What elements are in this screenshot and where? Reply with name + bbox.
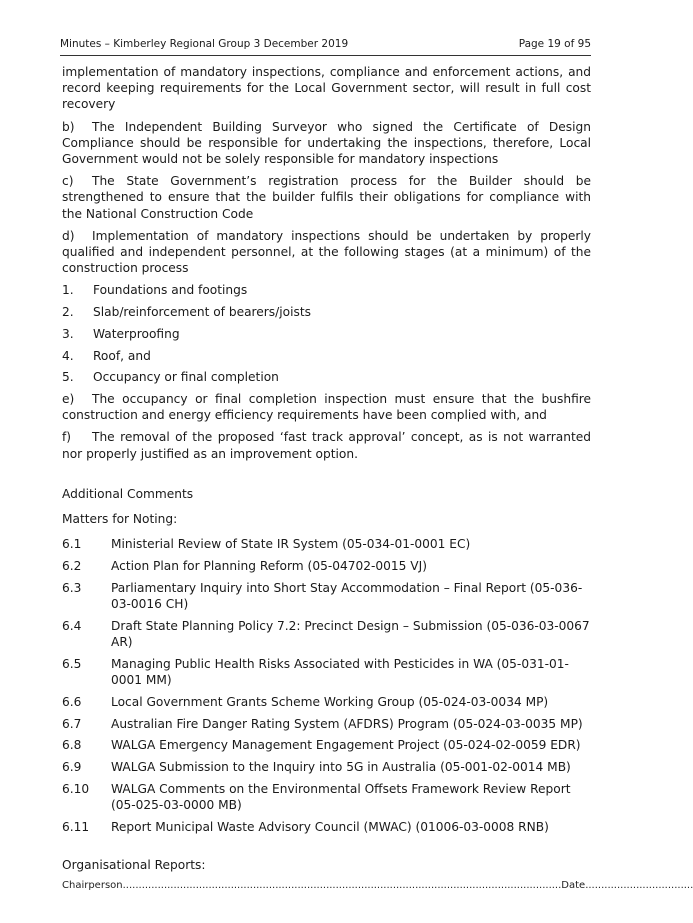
list-item <box>62 326 591 342</box>
matter-item <box>62 694 591 710</box>
list-item <box>62 282 591 298</box>
chairperson-signature-line: .......................................................................................................................................... <box>122 880 562 891</box>
matter-number: 6.5 <box>62 656 82 671</box>
paragraph-c <box>62 173 591 222</box>
list-text: Waterproofing <box>93 326 180 341</box>
paragraph-text: The removal of the proposed ‘fast track approval’ concept, as is not warranted nor properly justified as an improvement option. <box>62 430 591 461</box>
matter-text: Ministerial Review of State IR System (05-034-01-0001 EC) <box>111 537 471 552</box>
section-spacer <box>62 468 591 486</box>
matter-text: Australian Fire Danger Rating System (AFDRS) Program (05-024-03-0035 MP) <box>111 716 583 731</box>
matter-text: Local Government Grants Scheme Working Group (05-024-03-0034 MP) <box>111 694 549 709</box>
paragraph-f <box>62 429 591 461</box>
paragraph-text: Implementation of mandatory inspections should be undertaken by properly qualified and independent personnel, at the following stages (at a minimum) of the construction process <box>62 228 591 276</box>
paragraph-b <box>62 119 591 168</box>
list-number: 5. <box>62 370 74 385</box>
organisational-reports-heading: Organisational Reports: <box>62 858 206 873</box>
paragraph-label: d) <box>62 228 75 243</box>
matter-item <box>62 819 591 835</box>
paragraph-text: The occupancy or final completion inspection must ensure that the bushfire construction and energy efficiency requirements have been complied with, and <box>62 391 591 423</box>
list-item <box>62 348 591 364</box>
header-title: Minutes – Kimberley Regional Group 3 December 2019 <box>60 38 349 50</box>
matter-text: WALGA Submission to the Inquiry into 5G in Australia (05-001-02-0014 MB) <box>111 760 571 775</box>
list-item <box>62 304 591 320</box>
date-line: .................................. <box>585 880 693 891</box>
inspection-stages-list <box>62 282 591 385</box>
matter-text: WALGA Comments on the Environmental Offsets Framework Review Report (05-025-03-0000 MB) <box>111 781 571 813</box>
matter-text: WALGA Emergency Management Engagement Project (05-024-02-0059 EDR) <box>111 738 581 753</box>
matter-text: Managing Public Health Risks Associated with Pesticides in WA (05-031-01-0001 MM) <box>111 656 569 687</box>
paragraph-d <box>62 228 591 277</box>
matter-number: 6.6 <box>62 694 82 709</box>
list-number: 1. <box>62 283 74 298</box>
matter-number: 6.4 <box>62 618 82 633</box>
matter-item <box>62 759 591 775</box>
matter-text: Report Municipal Waste Advisory Council (MWAC) (01006-03-0008 RNB) <box>111 819 549 834</box>
paragraph-text: The State Government’s registration process for the Builder should be strengthened to ensure that the builder fulfils their obligations for compliance with the National Construction Code <box>62 174 591 221</box>
paragraph-e <box>62 391 591 423</box>
page-header <box>60 35 591 56</box>
list-text: Slab/reinforcement of bearers/joists <box>93 305 311 320</box>
list-text: Occupancy or final completion <box>93 370 279 385</box>
matter-text: Draft State Planning Policy 7.2: Precinct Design – Submission (05-036-03-0067 AR) <box>111 618 590 649</box>
matter-item <box>62 618 591 650</box>
matter-text: Parliamentary Inquiry into Short Stay Accommodation – Final Report (05-036-03-0016 CH) <box>111 580 583 611</box>
paragraph-text: implementation of mandatory inspections, compliance and enforcement actions, and record keeping requirements for the Local Government sector, will result in full cost recovery <box>62 65 591 112</box>
paragraph-a-continuation <box>62 64 591 113</box>
paragraph-text: The Independent Building Surveyor who signed the Certificate of Design Compliance should be responsible for undertaking the inspections, therefore, Local Government would not be solely responsible for mandatory inspections <box>62 119 591 167</box>
list-text: Roof, and <box>93 348 151 363</box>
matter-number: 6.8 <box>62 738 82 753</box>
paragraph-label: e) <box>62 391 75 406</box>
page-number: Page 19 of 95 <box>518 38 591 50</box>
matter-item <box>62 656 591 688</box>
matter-item <box>62 536 591 552</box>
matter-item <box>62 781 591 813</box>
page-body <box>62 64 591 886</box>
date-label: Date <box>561 880 586 891</box>
matter-text: Action Plan for Planning Reform (05-04702-0015 VJ) <box>111 558 427 573</box>
list-number: 2. <box>62 305 74 320</box>
paragraph-label: b) <box>62 119 75 134</box>
list-number: 4. <box>62 348 74 363</box>
matter-number: 6.3 <box>62 580 82 595</box>
matter-item <box>62 716 591 732</box>
matter-number: 6.1 <box>62 537 82 552</box>
list-number: 3. <box>62 326 74 341</box>
matter-number: 6.9 <box>62 760 82 775</box>
matter-number: 6.11 <box>62 819 90 834</box>
additional-comments-heading: Additional Comments <box>62 486 194 501</box>
matter-number: 6.2 <box>62 558 82 573</box>
signature-footer <box>62 880 693 891</box>
matter-number: 6.7 <box>62 716 82 731</box>
matter-item <box>62 580 591 612</box>
paragraph-label: c) <box>62 174 74 189</box>
paragraph-label: f) <box>62 430 72 445</box>
list-item <box>62 369 591 385</box>
matter-item <box>62 558 591 574</box>
matters-for-noting-heading: Matters for Noting: <box>62 511 178 526</box>
matters-list <box>62 536 591 835</box>
matter-number: 6.10 <box>62 781 90 796</box>
list-text: Foundations and footings <box>93 283 248 298</box>
chairperson-label: Chairperson <box>62 880 123 891</box>
matter-item <box>62 737 591 753</box>
